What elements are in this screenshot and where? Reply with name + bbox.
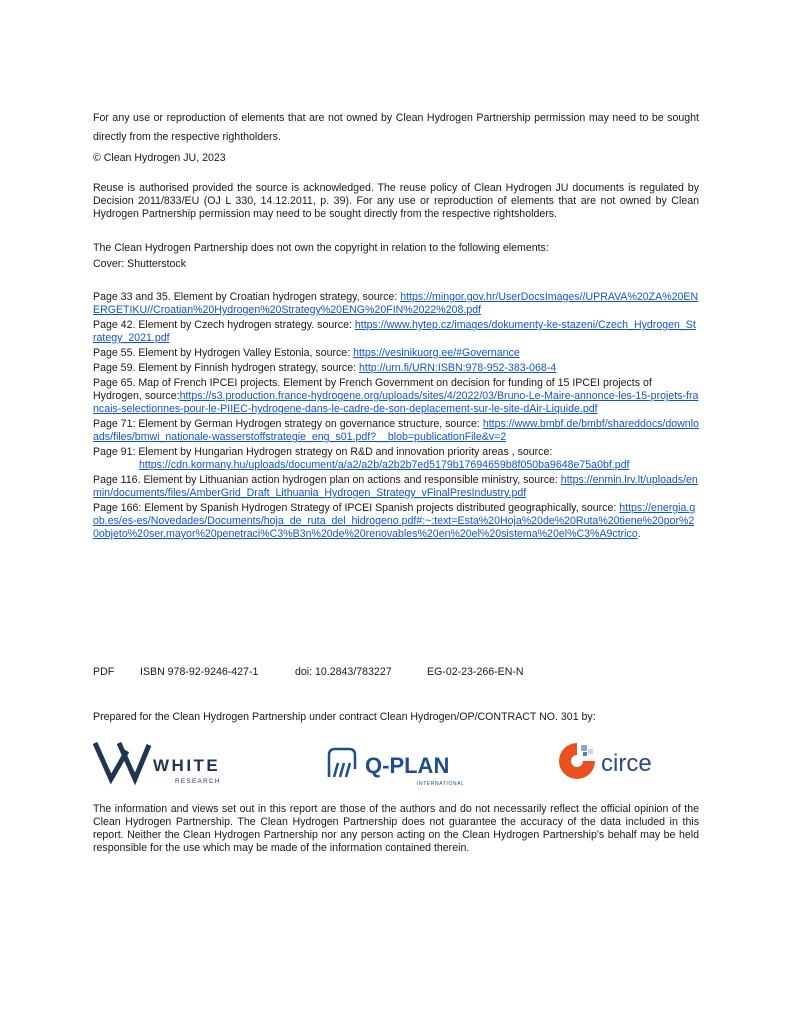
reference-link[interactable]: https://enmin.lrv.lt/uploads/enmin/documents/files/AmberGrid_Draft_Lithuania_Hydrogen_Strategy_vFinalPresIndustry.pdf [93, 474, 698, 499]
format-label: PDF [93, 666, 115, 678]
qplan-logo [325, 741, 465, 787]
circe-word: circe [601, 750, 652, 777]
isbn: ISBN 978-92-9246-427-1 [140, 666, 259, 678]
reference-link[interactable]: https://s3.production.france-hydrogene.org/uploads/sites/4/2022/03/Bruno-Le-Maire-annonce-les-15-projets-francais-selectionnes-pour-le-PIIEC-hydrogene-dans-le-cadre-de-son-deplacement-sur-le-site-dAir-Liquide.pdf [93, 390, 699, 415]
partner-logos [93, 737, 699, 787]
prepared-for-note: Prepared for the Clean Hydrogen Partnership under contract Clean Hydrogen/OP/CONTRACT NO. 301 by: [93, 711, 596, 723]
reference-link[interactable]: http://urn.fi/URN:ISBN:978-952-383-068-4 [358, 362, 557, 374]
reference-item: Page 65. Map of French IPCEI projects. Element by French Government on decision for funding of 15 IPCEI projects of Hydrogen, source:https://s3.production.france-hydrogene.org/uploads/sites/4/2022/03/Bruno-Le-Maire-annonce-les-15-projets-francais-selectionnes-pour-le-PIIEC-hydrogene-dans-le-cadre-de-son-deplacement-sur-le-site-dAir-Liquide.pdf [93, 377, 699, 415]
reference-item: Page 55. Element by Hydrogen Valley Estonia, source: https://vesinikuorg.ee/#Governance [93, 347, 520, 359]
cover-credit: Cover: Shutterstock [93, 258, 187, 270]
reference-item: Page 166: Element by Spanish Hydrogen Strategy of IPCEI Spanish projects distributed geographically, source: https://energia.gob.es/es-es/Novedades/Documents/hoja_de_ruta_del_hidrogeno.pdf#:~:text=Esta%20Hoja%20de%20Ruta%20tiene%20por%20objeto%20ser,mayor%20penetraci%C3%B3n%20de%20renovables%20en%20el%20sistema%20el%C3%A9ctrico. [93, 502, 696, 540]
reference-item: Page 91: Element by Hungarian Hydrogen strategy on R&D and innovation priority areas , source: https://cdn.kormany.hu/uploads/document/a/a2/a2b/a2b2b7ed5179b17694659b8f050ba9648e75a0bf.pdf [93, 446, 630, 471]
reference-link[interactable]: https://mingor.gov.hr/UserDocsImages//UPRAVA%20ZA%20ENERGETIKU//Croatian%20Hydrogen%20Strategy%20ENG%20FIN%2022%208.pdf [93, 291, 699, 316]
reference-list [93, 291, 699, 543]
reference-item: Page 71: Element by German Hydrogen strategy on governance structure, source: https://www.bmbf.de/bmbf/shareddocs/downloads/files/bmwi_nationale-wasserstoffstrategie_eng_s01.pdf?__blob=publicationFile&v=2 [93, 418, 699, 443]
reference-item: Page 42. Element by Czech hydrogen strategy. source: https://www.hytep.cz/images/dokumenty-ke-stazeni/Czech_Hydrogen_Strategy_2021.pdf [93, 319, 696, 344]
white-research-word: WHITE [153, 756, 221, 775]
white-research-logo [93, 739, 238, 787]
copyright-line: © Clean Hydrogen JU, 2023 [93, 152, 226, 164]
circe-mark [588, 749, 593, 754]
reference-link[interactable]: https://vesinikuorg.ee/#Governance [353, 347, 520, 359]
reference-link[interactable]: https://energia.gob.es/es-es/Novedades/Documents/hoja_de_ruta_del_hidrogeno.pdf#:~:text=Esta%20Hoja%20de%20Ruta%20tiene%20por%20objeto%20ser,mayor%20penetraci%C3%B3n%20de%20renovables%20en%20el%20sistema%20el%C3%A9ctrico [93, 502, 696, 540]
publication-identifiers [93, 666, 699, 679]
qplan-mark [334, 763, 350, 777]
white-research-sub: RESEARCH [175, 778, 221, 785]
reference-link[interactable]: https://www.hytep.cz/images/dokumenty-ke-stazeni/Czech_Hydrogen_Strategy_2021.pdf [93, 319, 696, 344]
reference-item: Page 116. Element by Lithuanian action hydrogen plan on actions and responsible ministry, source: https://enmin.lrv.lt/uploads/enmin/documents/files/AmberGrid_Draft_Lithuania_Hydrogen_Strategy_vFinalPresIndustry.pdf [93, 474, 698, 499]
catalogue-number: EG-02-23-266-EN-N [427, 666, 524, 678]
reference-item: Page 59. Element by Finnish hydrogen strategy, source: http://urn.fi/URN:ISBN:978-952-383-068-4 [93, 362, 557, 374]
reference-link[interactable]: https://cdn.kormany.hu/uploads/document/a/a2/a2b/a2b2b7ed5179b17694659b8f050ba9648e75a0bf.pdf [139, 459, 630, 471]
circe-mark [583, 752, 587, 756]
qplan-word: Q-PLAN [365, 753, 450, 778]
qplan-sub: INTERNATIONAL [417, 781, 465, 787]
reference-item: Page 33 and 35. Element by Croatian hydrogen strategy, source: https://mingor.gov.hr/UserDocsImages//UPRAVA%20ZA%20ENERGETIKU//Croatian%20Hydrogen%20Strategy%20ENG%20FIN%2022%208.pdf [93, 291, 699, 316]
circe-logo [555, 739, 665, 785]
disclaimer: The information and views set out in this report are those of the authors and do not necessarily reflect the official opinion of the Clean Hydrogen Partnership. The Clean Hydrogen Partnership does not guarantee the accuracy of the data included in this report. Neither the Clean Hydrogen Partnership nor any person acting on the Clean Hydrogen Partnership's behalf may be held responsible for the use which may be made of the information contained therein. [93, 803, 699, 854]
copyright-elements-heading: The Clean Hydrogen Partnership does not own the copyright in relation to the following elements: [93, 242, 549, 254]
reuse-policy: Reuse is authorised provided the source is acknowledged. The reuse policy of Clean Hydrogen JU documents is regulated by Decision 2011/833/EU (OJ L 330, 14.12.2011, p. 39). For any use or reproduction of elements that are not owned by Clean Hydrogen Partnership permission may need to be sought directly from the respective rightsholders. [93, 182, 699, 220]
permission-note: For any use or reproduction of elements that are not owned by Clean Hydrogen Partnership permission may need to be sought directly from the respective rightholders. [93, 112, 699, 143]
circe-mark [559, 743, 595, 779]
reference-link[interactable]: https://www.bmbf.de/bmbf/shareddocs/downloads/files/bmwi_nationale-wasserstoffstrategie_eng_s01.pdf?__blob=publicationFile&v=2 [93, 418, 699, 443]
circe-mark [581, 745, 587, 751]
doi: doi: 10.2843/783227 [295, 666, 392, 678]
